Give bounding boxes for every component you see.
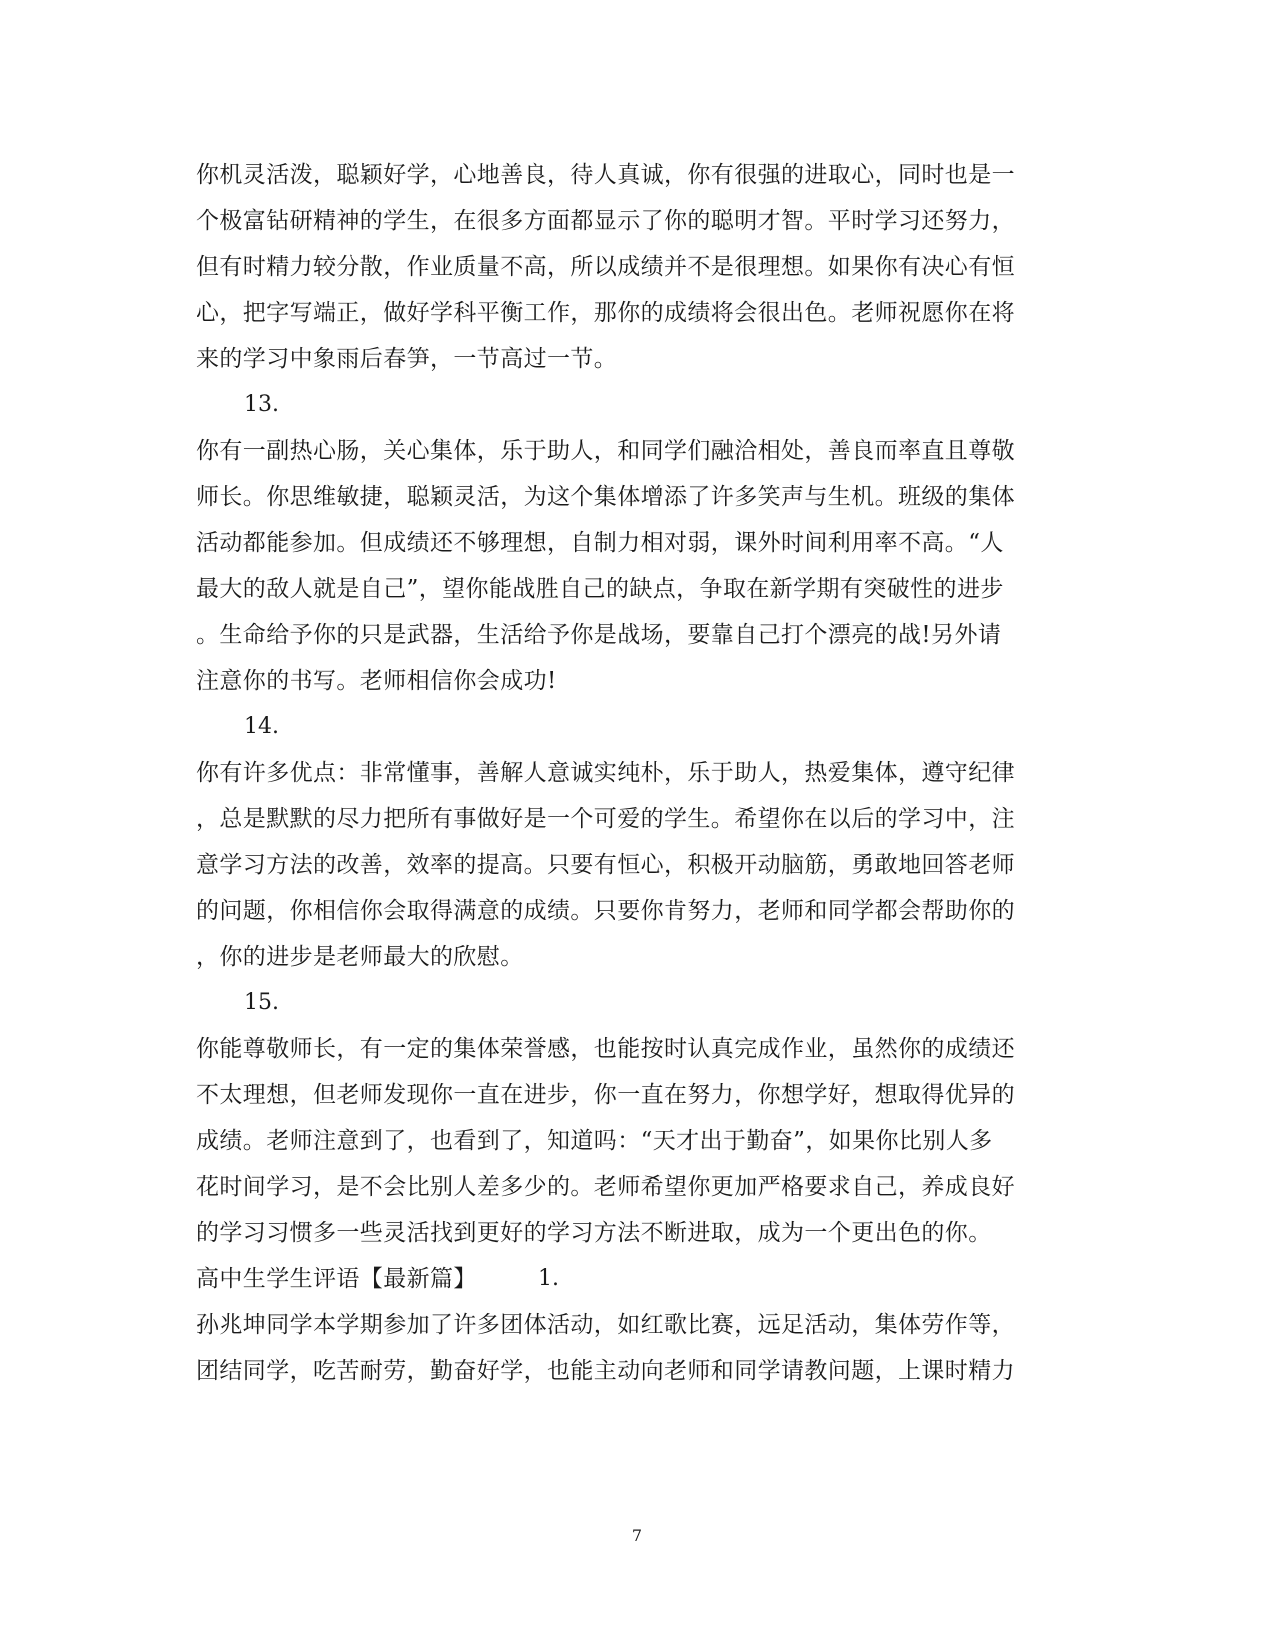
item-number: 1.: [538, 1266, 559, 1291]
page-number: 7: [631, 1526, 643, 1545]
text-line: 个极富钻研精神的学生，在很多方面都显示了你的聪明才智。平时学习还努力，: [196, 208, 1015, 234]
text-line: 活动都能参加。但成绩还不够理想，自制力相对弱，课外时间利用率不高。“人: [196, 530, 1004, 556]
text-line: 。生命给予你的只是武器，生活给予你是战场，要靠自己打个漂亮的战!另外请: [196, 622, 1002, 648]
text-line: 成绩。老师注意到了，也看到了，知道吗：“天才出于勤奋”，如果你比别人多: [196, 1128, 993, 1154]
text-line: ，你的进步是老师最大的欣慰。: [196, 944, 524, 970]
text-line: 最大的敌人就是自己”，望你能战胜自己的缺点，争取在新学期有突破性的进步: [196, 576, 1004, 602]
text-line: 意学习方法的改善，效率的提高。只要有恒心，积极开动脑筋，勇敢地回答老师: [196, 852, 1015, 878]
text-line: 花时间学习，是不会比别人差多少的。老师希望你更加严格要求自己，养成良好: [196, 1174, 1015, 1200]
text-line: 你能尊敬师长，有一定的集体荣誉感，也能按时认真完成作业，虽然你的成绩还: [196, 1036, 1015, 1062]
text-line: 不太理想，但老师发现你一直在进步，你一直在努力，你想学好，想取得优异的: [196, 1082, 1015, 1108]
text-line: 孙兆坤同学本学期参加了许多团体活动，如红歌比赛，远足活动，集体劳作等，: [196, 1312, 1015, 1338]
text-line: 的学习习惯多一些灵活找到更好的学习方法不断进取，成为一个更出色的你。: [196, 1220, 992, 1246]
text-line: ，总是默默的尽力把所有事做好是一个可爱的学生。希望你在以后的学习中，注: [196, 806, 1015, 832]
item-number: 14.: [244, 714, 279, 739]
text-line: 师长。你思维敏捷，聪颖灵活，为这个集体增添了许多笑声与生机。班级的集体: [196, 484, 1015, 510]
item-number: 15.: [244, 990, 279, 1015]
section-heading: 高中生学生评语【最新篇】: [196, 1266, 477, 1292]
text-line: 注意你的书写。老师相信你会成功!: [196, 668, 557, 694]
text-line: 的问题，你相信你会取得满意的成绩。只要你肯努力，老师和同学都会帮助你的: [196, 898, 1015, 924]
text-line: 心，把字写端正，做好学科平衡工作，那你的成绩将会很出色。老师祝愿你在将: [196, 300, 1015, 326]
text-line: 团结同学，吃苦耐劳，勤奋好学，也能主动向老师和同学请教问题，上课时精力: [196, 1358, 1015, 1384]
text-line: 但有时精力较分散，作业质量不高，所以成绩并不是很理想。如果你有决心有恒: [196, 254, 1015, 280]
text-line: 你有一副热心肠，关心集体，乐于助人，和同学们融洽相处，善良而率直且尊敬: [196, 438, 1015, 464]
text-line: 来的学习中象雨后春笋，一节高过一节。: [196, 346, 618, 372]
item-number: 13.: [244, 392, 279, 417]
text-line: 你机灵活泼，聪颖好学，心地善良，待人真诚，你有很强的进取心，同时也是一: [196, 162, 1015, 188]
text-line: 你有许多优点：非常懂事，善解人意诚实纯朴，乐于助人，热爱集体，遵守纪律: [196, 760, 1015, 786]
